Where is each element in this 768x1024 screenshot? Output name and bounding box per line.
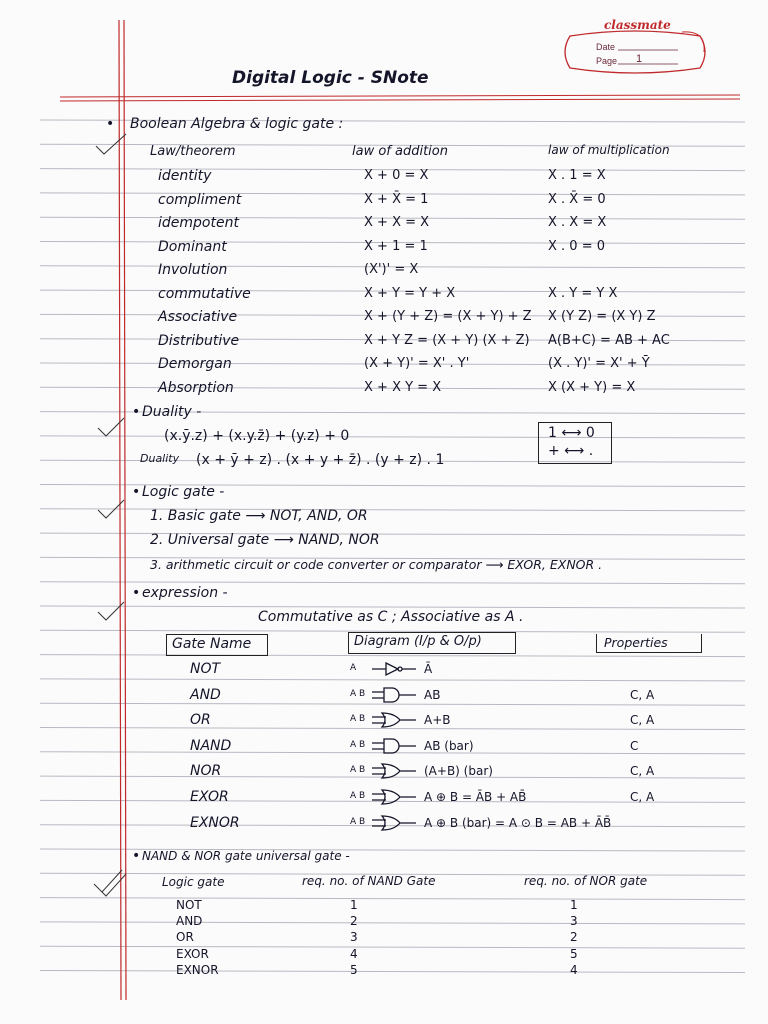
col-header-law: Law/theorem: [150, 144, 236, 159]
gate-inputs: A B: [350, 791, 366, 801]
gate-output: AB: [424, 687, 441, 702]
rule-line: [40, 679, 745, 681]
universal-header-nor: req. no. of NOR gate: [524, 874, 648, 888]
universal-header-nand: req. no. of NAND Gate: [302, 874, 436, 888]
law-name: Involution: [158, 262, 228, 278]
logic-gate-item: 2. Universal gate ⟶ NAND, NOR: [150, 532, 380, 548]
universal-nand-count: 3: [350, 930, 358, 945]
law-name: Associative: [158, 309, 238, 325]
law-multiplication: X . X̄ = 0: [548, 191, 606, 207]
bullet: •: [132, 484, 141, 500]
gate-symbol-icon: [370, 686, 420, 704]
gate-symbol-icon: [370, 762, 420, 780]
gate-inputs: A B: [350, 816, 366, 827]
gate-inputs: A B: [350, 765, 366, 776]
duality-rule-1: 1 ⟷ 0: [548, 425, 595, 441]
gate-properties: C, A: [630, 764, 655, 779]
universal-nor-count: 2: [570, 930, 578, 945]
gate-name: NOR: [190, 763, 222, 780]
law-multiplication: X . 0 = 0: [548, 238, 606, 254]
col-header-addition: law of addition: [352, 144, 448, 159]
gate-output: A+B: [424, 713, 451, 728]
gate-properties: C, A: [630, 790, 655, 804]
law-addition: X + Y = Y + X: [364, 285, 456, 301]
duality-result: (x + ȳ + z) . (x + y + z̄) . (y + z) . 1: [196, 452, 445, 468]
universal-gate-name: NOT: [176, 898, 202, 912]
universal-header-gate: Logic gate: [162, 875, 225, 889]
gate-name: NOT: [190, 661, 221, 677]
gate-inputs: A B: [350, 739, 366, 750]
logic-gate-item: 1. Basic gate ⟶ NOT, AND, OR: [150, 508, 368, 524]
gate-properties: C: [630, 738, 639, 753]
rule-line: [40, 509, 745, 511]
law-name: compliment: [158, 191, 242, 208]
gate-symbol-icon: [370, 814, 420, 832]
universal-heading: NAND & NOR gate universal gate -: [142, 849, 350, 863]
law-name: idempotent: [158, 215, 239, 231]
law-name: Distributive: [158, 332, 240, 349]
gate-header-diagram: Diagram (I/p & O/p): [354, 634, 482, 649]
duality-rule-2: + ⟷ .: [548, 443, 594, 459]
gate-inputs: A B: [350, 714, 366, 725]
bullet: •: [106, 116, 115, 132]
gate-properties: C, A: [630, 687, 655, 702]
logic-gate-heading: Logic gate -: [142, 484, 225, 500]
rule-line: [40, 606, 745, 608]
rule-line: [40, 922, 745, 924]
law-multiplication: X . Y = Y X: [548, 285, 618, 301]
check-mark-icon: [88, 868, 128, 898]
gate-name: EXNOR: [190, 814, 240, 831]
gate-name: AND: [190, 686, 221, 703]
law-multiplication: X . 1 = X: [548, 168, 606, 183]
gate-properties: C, A: [630, 713, 655, 728]
boolean-heading: Boolean Algebra & logic gate :: [130, 116, 344, 132]
universal-gate-name: EXNOR: [176, 962, 219, 977]
law-addition: (X')' = X: [364, 262, 419, 277]
law-addition: X + 0 = X: [364, 168, 429, 183]
gate-inputs: A: [350, 663, 357, 673]
gate-symbol-icon: [370, 660, 420, 678]
law-name: identity: [158, 168, 212, 184]
gate-name: NAND: [190, 737, 232, 754]
law-name: Dominant: [158, 238, 227, 255]
duality-heading: Duality -: [142, 404, 202, 420]
expression-note: Commutative as C ; Associative as A .: [258, 609, 524, 625]
gate-output: Ā: [424, 662, 433, 676]
duality-expression: (x.ȳ.z) + (x.y.z̄) + (y.z) + 0: [164, 428, 350, 444]
duality-label: Duality: [140, 452, 180, 465]
gate-symbol-icon: [370, 711, 420, 729]
check-mark-icon: [90, 130, 130, 160]
gate-symbol-icon: [370, 788, 420, 806]
gate-header-name: Gate Name: [172, 636, 252, 652]
bullet: •: [132, 585, 141, 601]
col-header-multiplication: law of multiplication: [548, 143, 670, 157]
universal-gate-name: AND: [176, 914, 203, 929]
gate-output: A ⊕ B = ĀB + AB̄: [424, 790, 527, 804]
universal-nor-count: 4: [570, 962, 578, 977]
date-page-stamp: [560, 28, 710, 76]
universal-nand-count: 4: [350, 946, 358, 961]
law-addition: X + X = X: [364, 215, 430, 230]
gate-name: OR: [190, 712, 211, 729]
law-multiplication: X (Y Z) = (X Y) Z: [548, 309, 656, 324]
law-addition: (X + Y)' = X' . Y': [364, 356, 470, 371]
law-addition: X + X̄ = 1: [364, 191, 429, 207]
universal-nor-count: 1: [570, 898, 578, 912]
rule-line: [40, 533, 745, 535]
gate-inputs: A B: [350, 688, 366, 699]
rule-line: [40, 971, 745, 973]
gate-symbol-icon: [370, 737, 420, 755]
gate-output: A ⊕ B (bar) = A ⊙ B = AB + ĀB̄: [424, 815, 612, 830]
check-mark-icon: [92, 496, 128, 522]
universal-gate-name: OR: [176, 930, 194, 945]
law-multiplication: (X . Y)' = X' + Ȳ: [548, 356, 650, 371]
rule-line: [40, 898, 745, 900]
bullet: •: [132, 404, 141, 420]
page-title: Digital Logic - SNote: [232, 68, 429, 88]
page-number: 1: [636, 53, 643, 65]
law-addition: X + (Y + Z) = (X + Y) + Z: [364, 309, 532, 324]
law-addition: X + Y Z = (X + Y) (X + Z): [364, 332, 530, 348]
check-mark-icon: [92, 414, 128, 440]
rule-line: [40, 655, 745, 657]
gate-name: EXOR: [190, 789, 229, 805]
page-label: Page: [596, 56, 618, 66]
gate-output: (A+B) (bar): [424, 764, 493, 779]
date-label: Date: [596, 42, 616, 52]
law-multiplication: X (X + Y) = X: [548, 379, 636, 395]
law-name: Demorgan: [158, 356, 232, 372]
rule-line: [40, 582, 745, 584]
gate-output: AB (bar): [424, 738, 474, 753]
universal-nand-count: 2: [350, 914, 358, 929]
logic-gate-item: 3. arithmetic circuit or code converter or comparator ⟶ EXOR, EXNOR .: [150, 557, 603, 572]
universal-gate-name: EXOR: [176, 946, 209, 961]
bullet: •: [132, 848, 141, 864]
check-mark-icon: [92, 598, 128, 624]
law-name: Absorption: [158, 379, 234, 396]
universal-nor-count: 5: [570, 946, 578, 961]
universal-nor-count: 3: [570, 914, 578, 929]
law-addition: X + X Y = X: [364, 379, 442, 395]
law-multiplication: X . X = X: [548, 215, 607, 230]
law-addition: X + 1 = 1: [364, 238, 428, 254]
universal-nand-count: 1: [350, 898, 358, 912]
universal-nand-count: 5: [350, 962, 358, 977]
law-multiplication: A(B+C) = AB + AC: [548, 332, 670, 348]
rule-line: [40, 436, 745, 438]
law-name: commutative: [158, 285, 251, 302]
brand-logo: classmate: [604, 18, 671, 32]
gate-header-properties: Properties: [604, 635, 668, 650]
rule-line: [40, 946, 745, 948]
expression-heading: expression -: [142, 585, 228, 601]
